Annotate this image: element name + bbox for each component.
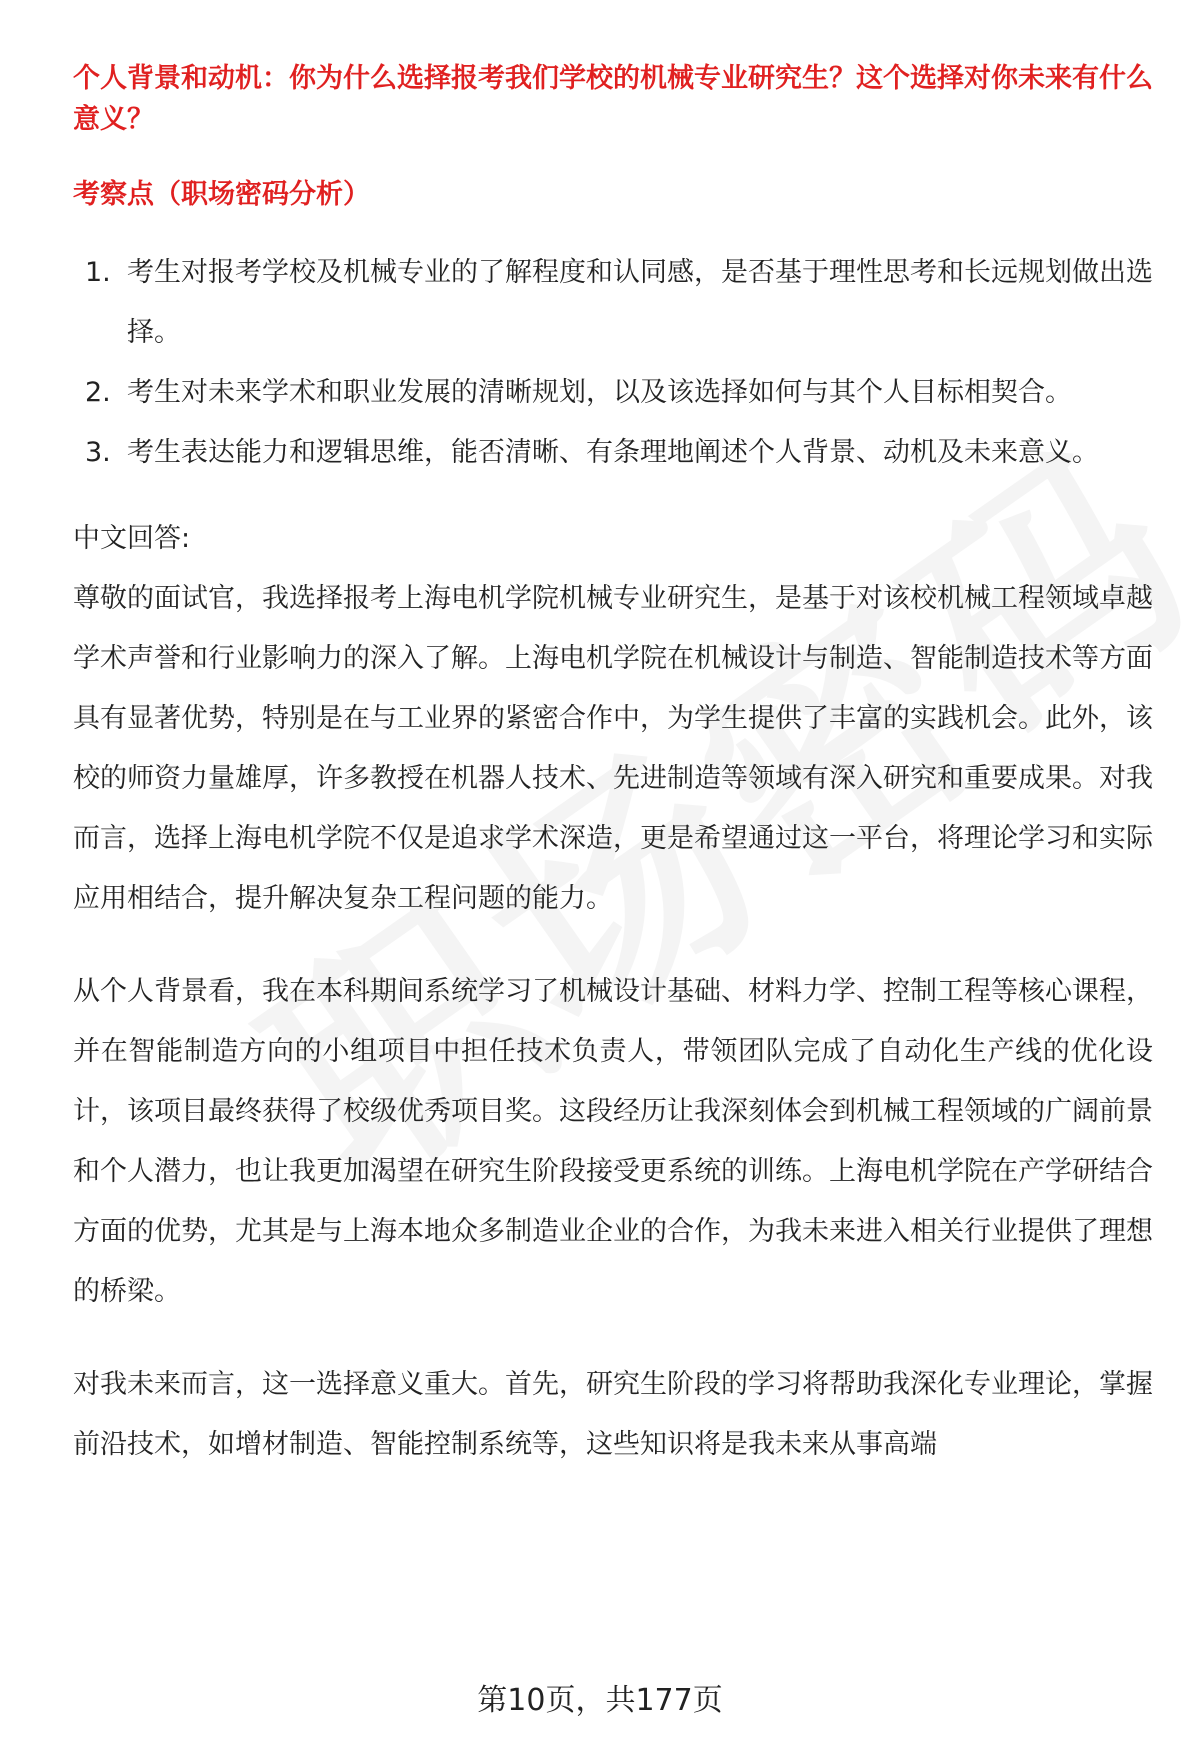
list-item-text: 考生对未来学术和职业发展的清晰规划，以及该选择如何与其个人目标相契合。 <box>127 377 1072 408</box>
question-heading: 个人背景和动机：你为什么选择报考我们学校的机械专业研究生？这个选择对你未来有什么意义？ <box>73 63 1153 135</box>
list-item <box>73 243 1153 363</box>
answer-paragraph: 对我未来而言，这一选择意义重大。首先，研究生阶段的学习将帮助我深化专业理论，掌握前沿技术，如增材制造、智能控制系统等，这些知识将是我未来从事高端 <box>73 1369 1153 1460</box>
answer-label: 中文回答: <box>73 523 191 554</box>
page-number-footer: 第10页，共177页 <box>477 1683 723 1718</box>
answer-paragraph: 尊敬的面试官，我选择报考上海电机学院机械专业研究生，是基于对该校机械工程领域卓越学术声誉和行业影响力的深入了解。上海电机学院在机械设计与制造、智能制造技术等方面具有显著优势，特别是在与工业界的紧密合作中，为学生提供了丰富的实践机会。此外，该校的师资力量雄厚，许多教授在机器人技术、先进制造等领域有深入研究和重要成果。对我而言，选择上海电机学院不仅是追求学术深造，更是希望通过这一平台，将理论学习和实际应用相结合，提升解决复杂工程问题的能力。 <box>73 583 1153 914</box>
document-page <box>73 58 1153 1475</box>
list-item <box>73 423 1153 483</box>
points-list <box>73 243 1153 483</box>
list-number: 2. <box>85 377 111 408</box>
list-item-text: 考生对报考学校及机械专业的了解程度和认同感，是否基于理性思考和长远规划做出选择。 <box>127 257 1153 348</box>
list-number: 1. <box>85 257 111 288</box>
section-title: 考察点（职场密码分析） <box>73 179 370 210</box>
list-number: 3. <box>85 437 111 468</box>
list-item <box>73 363 1153 423</box>
answer-paragraph: 从个人背景看，我在本科期间系统学习了机械设计基础、材料力学、控制工程等核心课程，并在智能制造方向的小组项目中担任技术负责人，带领团队完成了自动化生产线的优化设计，该项目最终获得了校级优秀项目奖。这段经历让我深刻体会到机械工程领域的广阔前景和个人潜力，也让我更加渴望在研究生阶段接受更系统的训练。上海电机学院在产学研结合方面的优势，尤其是与上海本地众多制造业企业的合作，为我未来进入相关行业提供了理想的桥梁。 <box>73 976 1153 1307</box>
list-item-text: 考生表达能力和逻辑思维，能否清晰、有条理地阐述个人背景、动机及未来意义。 <box>127 437 1099 468</box>
